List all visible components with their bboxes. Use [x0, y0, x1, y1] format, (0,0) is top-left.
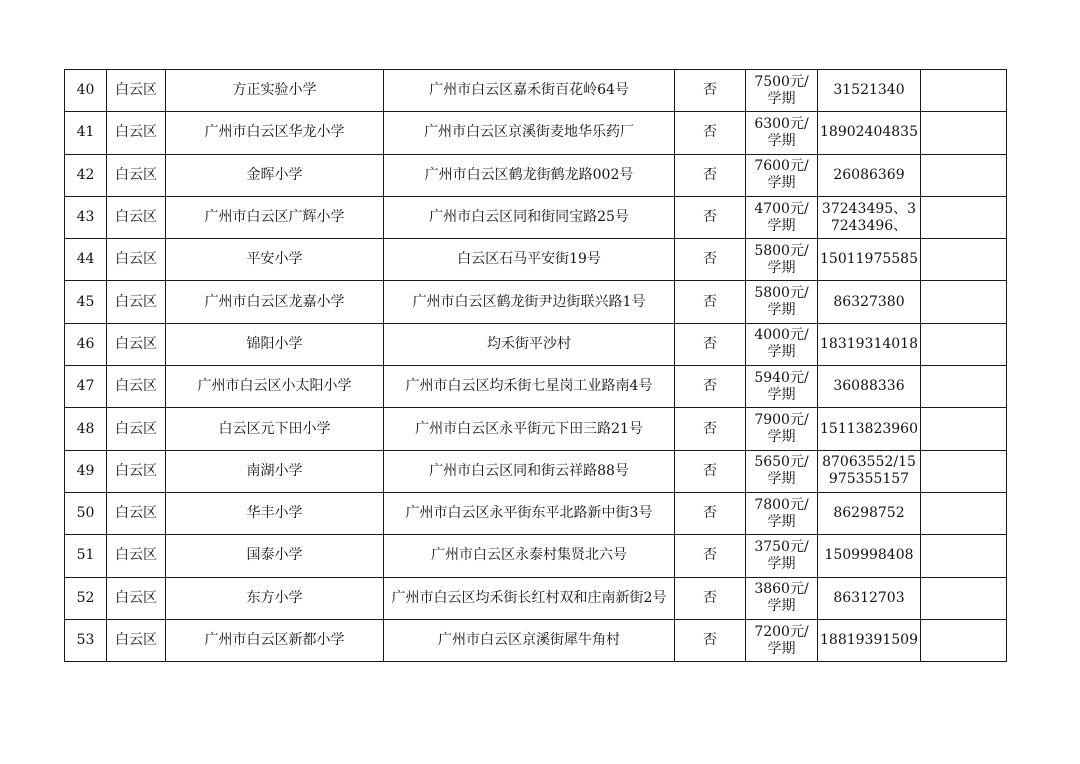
fee-text: 4700元/学期	[754, 200, 809, 234]
fee-text: 5940元/学期	[754, 369, 809, 403]
district-cell: 白云区	[107, 492, 166, 534]
address-cell: 广州市白云区永平街元下田三路21号	[384, 408, 675, 450]
flag-cell: 否	[675, 535, 746, 577]
district-cell: 白云区	[107, 619, 166, 661]
note-cell	[921, 239, 1007, 281]
fee-cell	[746, 323, 818, 365]
address-cell: 广州市白云区同和街同宝路25号	[384, 196, 675, 238]
note-cell	[921, 281, 1007, 323]
table-row	[65, 70, 1007, 112]
note-cell	[921, 196, 1007, 238]
fee-cell	[746, 281, 818, 323]
row-number: 45	[65, 281, 107, 323]
row-number: 44	[65, 239, 107, 281]
fee-text: 7800元/学期	[754, 496, 809, 530]
fee-cell	[746, 450, 818, 492]
district-cell: 白云区	[107, 154, 166, 196]
school-name-cell: 广州市白云区华龙小学	[166, 112, 384, 154]
phone-cell	[818, 323, 921, 365]
table-row	[65, 112, 1007, 154]
fee-text: 7600元/学期	[754, 158, 809, 192]
phone-text: 1509998408	[824, 547, 914, 564]
flag-cell: 否	[675, 492, 746, 534]
table-row	[65, 577, 1007, 619]
phone-cell	[818, 408, 921, 450]
school-name-cell: 广州市白云区广辉小学	[166, 196, 384, 238]
fee-cell	[746, 535, 818, 577]
table-row	[65, 408, 1007, 450]
district-cell: 白云区	[107, 323, 166, 365]
phone-cell	[818, 112, 921, 154]
district-cell: 白云区	[107, 112, 166, 154]
school-name-cell: 平安小学	[166, 239, 384, 281]
phone-cell	[818, 196, 921, 238]
row-number: 40	[65, 70, 107, 112]
address-cell: 广州市白云区鹤龙街鹤龙路002号	[384, 154, 675, 196]
fee-text: 7500元/学期	[754, 73, 809, 107]
note-cell	[921, 323, 1007, 365]
flag-cell: 否	[675, 577, 746, 619]
school-name-cell: 国泰小学	[166, 535, 384, 577]
row-number: 50	[65, 492, 107, 534]
phone-cell	[818, 450, 921, 492]
fee-cell	[746, 577, 818, 619]
fee-text: 6300元/学期	[754, 115, 809, 149]
school-table	[64, 69, 1007, 662]
address-cell: 广州市白云区京溪街犀牛角村	[384, 619, 675, 661]
address-text: 广州市白云区均禾街长红村双和庄南新街2号	[391, 589, 667, 606]
school-name-cell: 广州市白云区龙嘉小学	[166, 281, 384, 323]
row-number: 43	[65, 196, 107, 238]
note-cell	[921, 366, 1007, 408]
school-name-cell: 方正实验小学	[166, 70, 384, 112]
phone-text: 87063552/15975355157	[822, 454, 916, 488]
district-cell: 白云区	[107, 450, 166, 492]
school-name-cell: 华丰小学	[166, 492, 384, 534]
flag-cell: 否	[675, 281, 746, 323]
school-table-body	[65, 70, 1007, 662]
row-number: 53	[65, 619, 107, 661]
phone-text: 26086369	[833, 166, 905, 183]
phone-text: 86298752	[833, 505, 905, 522]
table-row	[65, 196, 1007, 238]
phone-cell	[818, 239, 921, 281]
phone-text: 36088336	[833, 378, 905, 395]
school-name-cell: 金晖小学	[166, 154, 384, 196]
fee-cell	[746, 492, 818, 534]
phone-cell	[818, 70, 921, 112]
district-cell: 白云区	[107, 239, 166, 281]
table-row	[65, 281, 1007, 323]
row-number: 51	[65, 535, 107, 577]
flag-cell: 否	[675, 239, 746, 281]
school-name-cell: 白云区元下田小学	[166, 408, 384, 450]
flag-cell: 否	[675, 154, 746, 196]
district-cell: 白云区	[107, 281, 166, 323]
note-cell	[921, 450, 1007, 492]
note-cell	[921, 70, 1007, 112]
fee-text: 3860元/学期	[754, 581, 809, 615]
flag-cell: 否	[675, 450, 746, 492]
row-number: 46	[65, 323, 107, 365]
phone-cell	[818, 281, 921, 323]
address-cell: 均禾街平沙村	[384, 323, 675, 365]
fee-text: 5800元/学期	[754, 285, 809, 319]
note-cell	[921, 535, 1007, 577]
fee-cell	[746, 154, 818, 196]
fee-cell	[746, 619, 818, 661]
school-name-cell: 广州市白云区小太阳小学	[166, 366, 384, 408]
flag-cell: 否	[675, 196, 746, 238]
phone-cell	[818, 619, 921, 661]
table-row	[65, 535, 1007, 577]
district-cell: 白云区	[107, 196, 166, 238]
fee-cell	[746, 112, 818, 154]
note-cell	[921, 577, 1007, 619]
address-cell	[384, 577, 675, 619]
district-cell: 白云区	[107, 366, 166, 408]
table-row	[65, 492, 1007, 534]
address-cell: 广州市白云区京溪街麦地华乐药厂	[384, 112, 675, 154]
school-name-cell: 南湖小学	[166, 450, 384, 492]
address-cell: 广州市白云区均禾街七星岗工业路南4号	[384, 366, 675, 408]
fee-text: 4000元/学期	[754, 327, 809, 361]
phone-text: 37243495、37243496、	[821, 200, 917, 234]
district-cell: 白云区	[107, 577, 166, 619]
row-number: 41	[65, 112, 107, 154]
row-number: 48	[65, 408, 107, 450]
note-cell	[921, 154, 1007, 196]
fee-text: 3750元/学期	[754, 538, 809, 572]
table-row	[65, 450, 1007, 492]
table-row	[65, 366, 1007, 408]
phone-cell	[818, 535, 921, 577]
note-cell	[921, 619, 1007, 661]
row-number: 49	[65, 450, 107, 492]
fee-text: 5650元/学期	[754, 454, 809, 488]
address-cell: 白云区石马平安街19号	[384, 239, 675, 281]
fee-cell	[746, 366, 818, 408]
flag-cell: 否	[675, 323, 746, 365]
phone-text: 15011975585	[820, 251, 918, 268]
note-cell	[921, 112, 1007, 154]
note-cell	[921, 492, 1007, 534]
phone-text: 18902404835	[820, 124, 918, 141]
table-row	[65, 619, 1007, 661]
address-cell: 广州市白云区永泰村集贤北六号	[384, 535, 675, 577]
school-name-cell: 东方小学	[166, 577, 384, 619]
fee-text: 5800元/学期	[754, 242, 809, 276]
row-number: 47	[65, 366, 107, 408]
row-number: 52	[65, 577, 107, 619]
note-cell	[921, 408, 1007, 450]
row-number: 42	[65, 154, 107, 196]
school-name-cell: 广州市白云区新都小学	[166, 619, 384, 661]
school-name-cell: 锦阳小学	[166, 323, 384, 365]
fee-cell	[746, 408, 818, 450]
district-cell: 白云区	[107, 408, 166, 450]
fee-text: 7900元/学期	[754, 412, 809, 446]
phone-cell	[818, 154, 921, 196]
phone-text: 31521340	[833, 82, 905, 99]
flag-cell: 否	[675, 366, 746, 408]
address-cell: 广州市白云区鹤龙街尹边街联兴路1号	[384, 281, 675, 323]
address-cell: 广州市白云区同和街云祥路88号	[384, 450, 675, 492]
fee-text: 7200元/学期	[754, 623, 809, 657]
phone-text: 15113823960	[820, 420, 918, 437]
table-row	[65, 239, 1007, 281]
flag-cell: 否	[675, 112, 746, 154]
phone-text: 86327380	[833, 293, 905, 310]
table-row	[65, 154, 1007, 196]
phone-cell	[818, 366, 921, 408]
flag-cell: 否	[675, 619, 746, 661]
phone-text: 86312703	[833, 589, 905, 606]
phone-cell	[818, 577, 921, 619]
district-cell: 白云区	[107, 70, 166, 112]
phone-text: 18819391509	[820, 632, 918, 648]
address-cell: 广州市白云区嘉禾街百花岭64号	[384, 70, 675, 112]
flag-cell: 否	[675, 408, 746, 450]
address-cell: 广州市白云区永平街东平北路新中街3号	[384, 492, 675, 534]
fee-cell	[746, 70, 818, 112]
fee-cell	[746, 196, 818, 238]
phone-text: 18319314018	[820, 335, 918, 352]
table-row	[65, 323, 1007, 365]
district-cell: 白云区	[107, 535, 166, 577]
phone-cell	[818, 492, 921, 534]
fee-cell	[746, 239, 818, 281]
flag-cell: 否	[675, 70, 746, 112]
